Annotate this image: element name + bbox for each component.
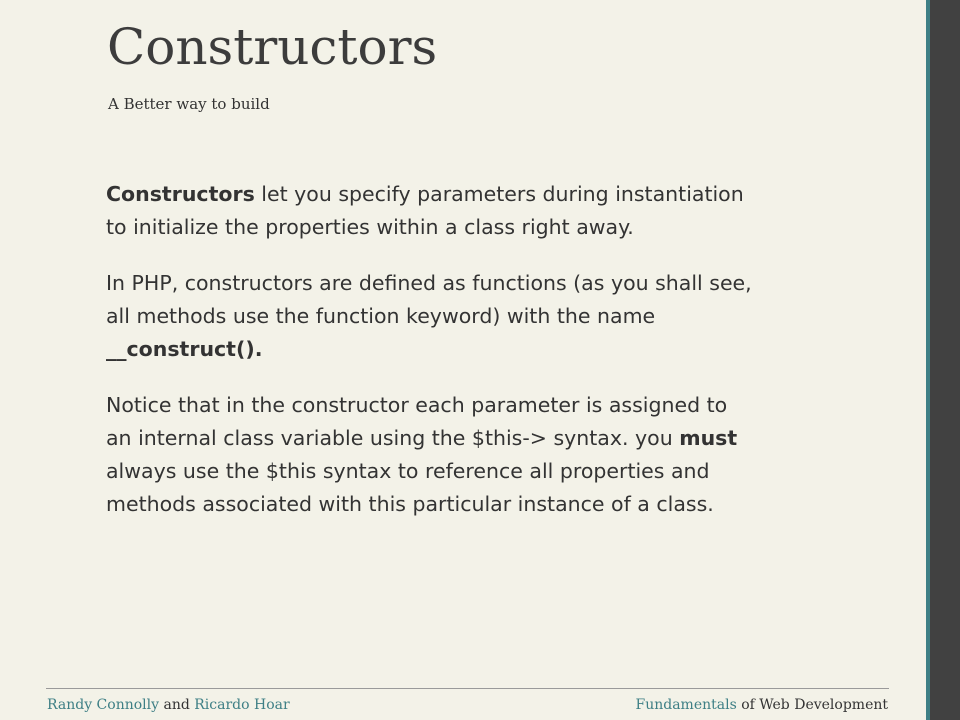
footer-author1: Randy Connolly (47, 697, 160, 713)
right-decor-band (930, 0, 960, 720)
bold-must: must (679, 426, 738, 450)
slide-subtitle: A Better way to build (108, 95, 270, 113)
footer-author2: Ricardo Hoar (194, 697, 290, 713)
paragraph-text: let you specify parameters during instantiation to initialize the properties within a class right away. (106, 182, 744, 239)
bold-construct: __construct(). (106, 337, 263, 361)
paragraph-text: Notice that in the constructor each parameter is assigned to an internal class variable using the $this-> syntax. you (106, 393, 728, 450)
bold-term: Constructors (106, 182, 255, 206)
footer-and: and (159, 697, 195, 713)
paragraph-notice (106, 389, 756, 521)
footer-authors (47, 697, 290, 713)
paragraph-text: always use the $this syntax to reference all properties and methods associated with this particular instance of a class. (106, 459, 714, 516)
paragraph-text: In PHP, constructors are defined as functions (as you shall see, all methods use the function keyword) with the name (106, 271, 752, 328)
footer-book-title (635, 697, 888, 713)
footer-book-rest: of Web Development (736, 697, 888, 713)
slide-body (106, 178, 756, 544)
footer-divider (46, 688, 889, 689)
footer-book-highlight: Fundamentals (635, 697, 737, 713)
paragraph-php (106, 267, 756, 366)
paragraph-constructors (106, 178, 756, 244)
right-accent-line (926, 0, 930, 720)
slide-title: Constructors (107, 18, 438, 76)
